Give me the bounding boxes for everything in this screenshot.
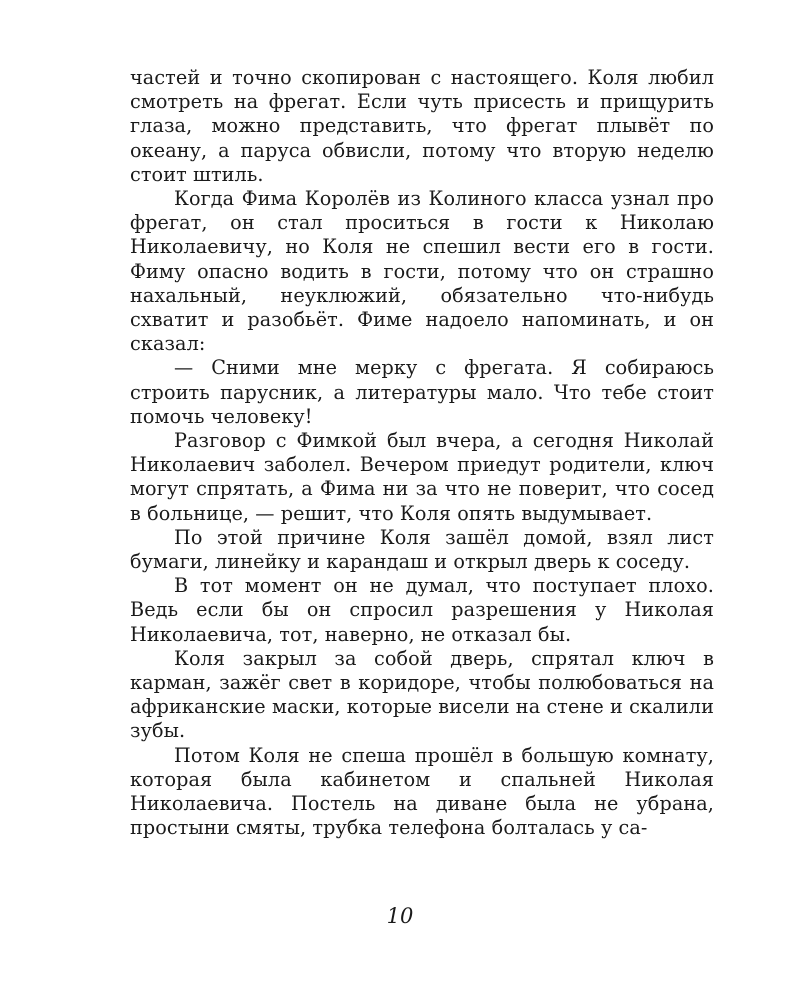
paragraph-2: Когда Фима Королёв из Колиного класса узнал про фрегат, он стал проситься в гости к Николаю Николаевичу, но Коля не спешил вести его в гости. Фиму опасно водить в гости, потому что он страшно нахальный, неуклюжий, обязательно что-нибудь схватит и разобьёт. Фиме надоело напоминать, и он сказал: [130,187,714,356]
body-text [130,66,714,841]
paragraph-8: Потом Коля не спеша прошёл в большую комнату, которая была кабинетом и спальней Николая Николаевича. Постель на диване была не убрана, простыни смяты, трубка телефона болталась у са- [130,743,714,840]
paragraph-1: частей и точно скопирован с настоящего. Коля любил смотреть на фрегат. Если чуть присесть и прищурить глаза, можно представить, что фрегат плывёт по океану, а паруса обвисли, потому что вторую неделю стоит штиль. [130,66,714,186]
page-number: 10 [386,904,414,928]
paragraph-7: Коля закрыл за собой дверь, спрятал ключ в карман, зажёг свет в коридоре, чтобы полюбоваться на африканские маски, которые висели на стене и скалили зубы. [130,646,714,743]
paragraph-5: По этой причине Коля зашёл домой, взял лист бумаги, линейку и карандаш и открыл дверь к соседу. [130,525,714,574]
paragraph-4: Разговор с Фимкой был вчера, а сегодня Николай Николаевич заболел. Вечером приедут родители, ключ могут спрятать, а Фима ни за что не поверит, что сосед в больнице, — решит, что Коля опять выдумывает. [130,429,714,525]
paragraph-3-dialogue: — Сними мне мерку с фрегата. Я собираюсь строить парусник, а литературы мало. Что тебе стоит помочь человеку! [130,356,714,428]
paragraph-6: В тот момент он не думал, что поступает плохо. Ведь если бы он спросил разрешения у Николая Николаевича, тот, наверно, не отказал бы. [130,574,714,646]
